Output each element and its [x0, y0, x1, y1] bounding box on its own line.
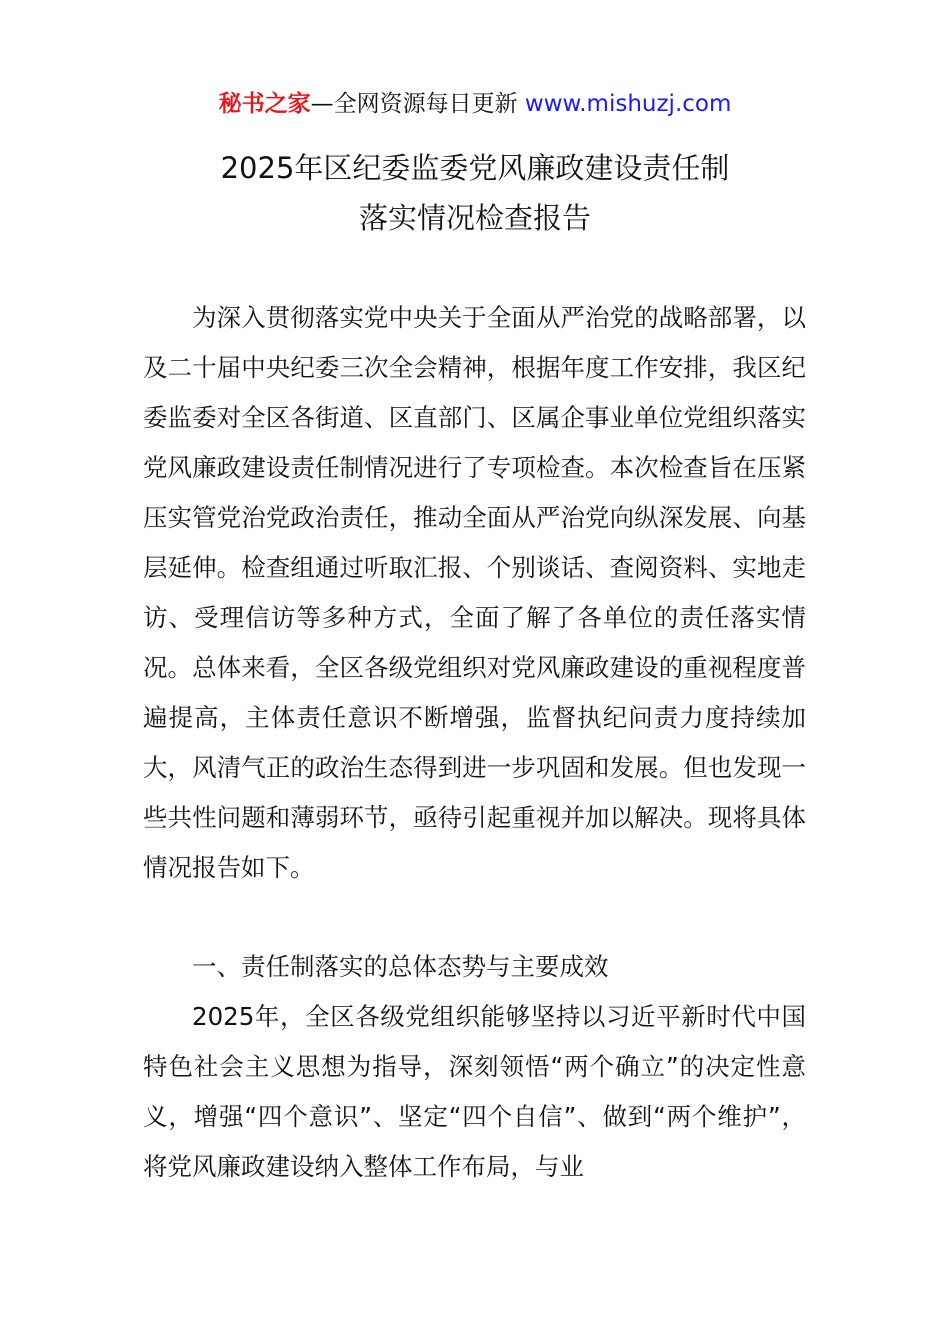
brand-name: 秘书之家 — [218, 91, 311, 117]
document-title-line-1: 2025年区纪委监委党风廉政建设责任制 — [220, 151, 730, 185]
document-title-line-2: 落实情况检查报告 — [358, 201, 591, 235]
site-url-link[interactable]: www.mishuzj.com — [524, 91, 732, 117]
section-1-paragraph: 2025年，全区各级党组织能够坚持以习近平新时代中国特色社会主义思想为指导，深刻领悟“两个确立”的决定性意义，增强“四个意识”、坚定“四个自信”、做到“两个维护”，将党风廉政建设纳入整体工作布局，与业 — [143, 1002, 806, 1181]
intro-paragraph: 为深入贯彻落实党中央关于全面从严治党的战略部署，以及二十届中央纪委三次全会精神，根据年度工作安排，我区纪委监委对全区各街道、区直部门、区属企事业单位党组织落实党风廉政建设责任制情况进行了专项检查。本次检查旨在压紧压实管党治党政治责任，推动全面从严治党向纵深发展、向基层延伸。检查组通过听取汇报、个别谈话、查阅资料、实地走访、受理信访等多种方式，全面了解了各单位的责任落实情况。总体来看，全区各级党组织对党风廉政建设的重视程度普遍提高，主体责任意识不断增强，监督执纪问责力度持续加大，风清气正的政治生态得到进一步巩固和发展。但也发现一些共性问题和薄弱环节，亟待引起重视并加以解决。现将具体情况报告如下。 — [143, 303, 806, 882]
section-1-heading: 一、责任制落实的总体态势与主要成效 — [192, 952, 609, 981]
site-header — [0, 88, 950, 120]
header-tagline: —全网资源每日更新 — [310, 91, 525, 117]
